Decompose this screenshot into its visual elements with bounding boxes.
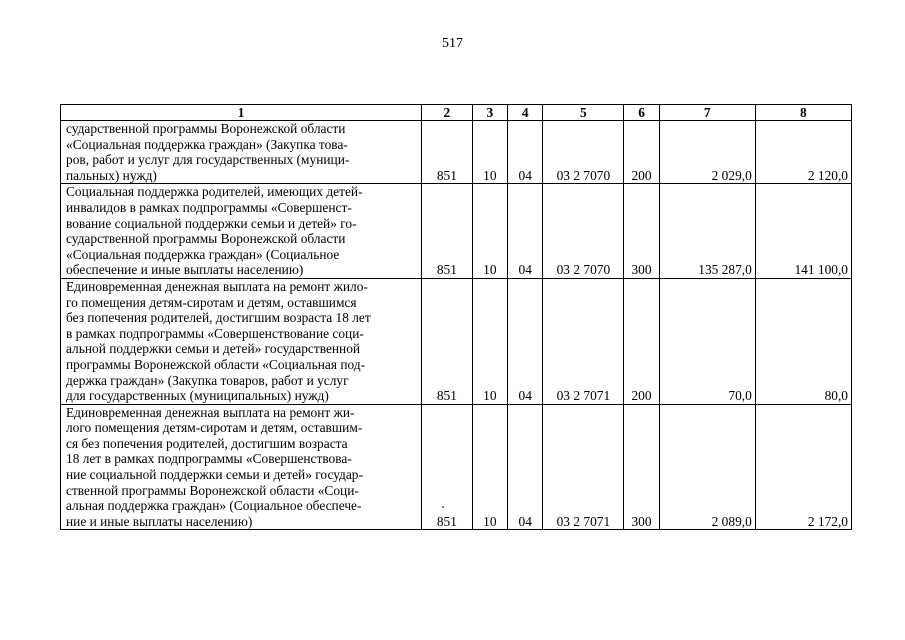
description-line: Единовременная денежная выплата на ремонт жи- (66, 404, 355, 420)
cell-col3: 10 (472, 404, 507, 530)
table-row (61, 184, 852, 279)
cell-col4: 04 (508, 184, 543, 279)
cell-col3: 10 (472, 184, 507, 279)
column-header: 4 (508, 105, 543, 121)
table-row (61, 121, 852, 184)
column-header: 8 (755, 105, 851, 121)
cell-col2: 851 (422, 278, 473, 404)
cell-col7: 135 287,0 (659, 184, 755, 279)
column-header: 3 (472, 105, 507, 121)
cell-col6: 300 (624, 404, 659, 530)
row-description (61, 278, 422, 404)
description-line: держка граждан» (Закупка товаров, работ и услуг (66, 372, 349, 388)
scan-speck (442, 506, 444, 508)
row-description (61, 121, 422, 184)
description-line: ся без попечения родителей, достигшим возраста (66, 435, 348, 451)
table-row (61, 278, 852, 404)
description-line: ственной программы Воронежской области «Соци- (66, 482, 359, 498)
cell-col2: 851 (422, 121, 473, 184)
cell-col3: 10 (472, 121, 507, 184)
cell-col8: 141 100,0 (755, 184, 851, 279)
description-line: «Социальная поддержка граждан» (Социальное (66, 246, 340, 262)
cell-col6: 200 (624, 121, 659, 184)
cell-col8: 2 172,0 (755, 404, 851, 530)
cell-col2: 851 (422, 184, 473, 279)
cell-col7: 2 089,0 (659, 404, 755, 530)
column-header: 7 (659, 105, 755, 121)
description-line: инвалидов в рамках подпрограммы «Совершенст- (66, 199, 352, 215)
description-line: программы Воронежской области «Социальная под- (66, 356, 366, 372)
cell-col8: 80,0 (755, 278, 851, 404)
description-line: пальных) нужд) (66, 167, 157, 183)
description-line: альная поддержка граждан» (Социальное обеспече- (66, 498, 362, 514)
description-line: ние социальной поддержки семьи и детей» государ- (66, 467, 363, 483)
column-header: 2 (422, 105, 473, 121)
description-line: обеспечение и иные выплаты населению) (66, 262, 304, 278)
table-header-row (61, 105, 852, 121)
table-row (61, 404, 852, 530)
cell-col7: 2 029,0 (659, 121, 755, 184)
cell-col5: 03 2 7071 (543, 404, 624, 530)
description-line: сударственной программы Воронежской области (66, 121, 346, 136)
cell-col4: 04 (508, 121, 543, 184)
column-header: 6 (624, 105, 659, 121)
column-header: 1 (61, 105, 422, 121)
description-line: альной поддержки семьи и детей» государственной (66, 341, 361, 357)
cell-col5: 03 2 7070 (543, 121, 624, 184)
description-line: вование социальной поддержки семьи и детей» го- (66, 215, 357, 231)
cell-col4: 04 (508, 404, 543, 530)
description-line: без попечения родителей, достигшим возраста 18 лет (66, 310, 371, 326)
budget-table (60, 104, 852, 530)
description-line: для государственных (муниципальных) нужд) (66, 388, 329, 404)
cell-col4: 04 (508, 278, 543, 404)
cell-col7: 70,0 (659, 278, 755, 404)
description-line: сударственной программы Воронежской области (66, 231, 346, 247)
column-header: 5 (543, 105, 624, 121)
description-line: в рамках подпрограммы «Совершенствование соци- (66, 325, 364, 341)
description-line: ров, работ и услуг для государственных (муници- (66, 152, 350, 168)
description-line: 18 лет в рамках подпрограммы «Совершенствова- (66, 451, 352, 467)
page-number: 517 (442, 36, 463, 51)
cell-col6: 300 (624, 184, 659, 279)
description-line: Единовременная денежная выплата на ремонт жило- (66, 278, 368, 294)
cell-col8: 2 120,0 (755, 121, 851, 184)
description-line: Социальная поддержка родителей, имеющих детей- (66, 184, 363, 200)
row-description (61, 184, 422, 279)
description-line: го помещения детям-сиротам и детям, оставшимся (66, 294, 357, 310)
description-line: ние и иные выплаты населению) (66, 513, 253, 529)
cell-col2: 851 (422, 404, 473, 530)
row-description (61, 404, 422, 530)
cell-col3: 10 (472, 278, 507, 404)
cell-col6: 200 (624, 278, 659, 404)
description-line: «Социальная поддержка граждан» (Закупка това- (66, 136, 348, 152)
cell-col5: 03 2 7070 (543, 184, 624, 279)
description-line: лого помещения детям-сиротам и детям, оставшим- (66, 420, 363, 436)
cell-col5: 03 2 7071 (543, 278, 624, 404)
